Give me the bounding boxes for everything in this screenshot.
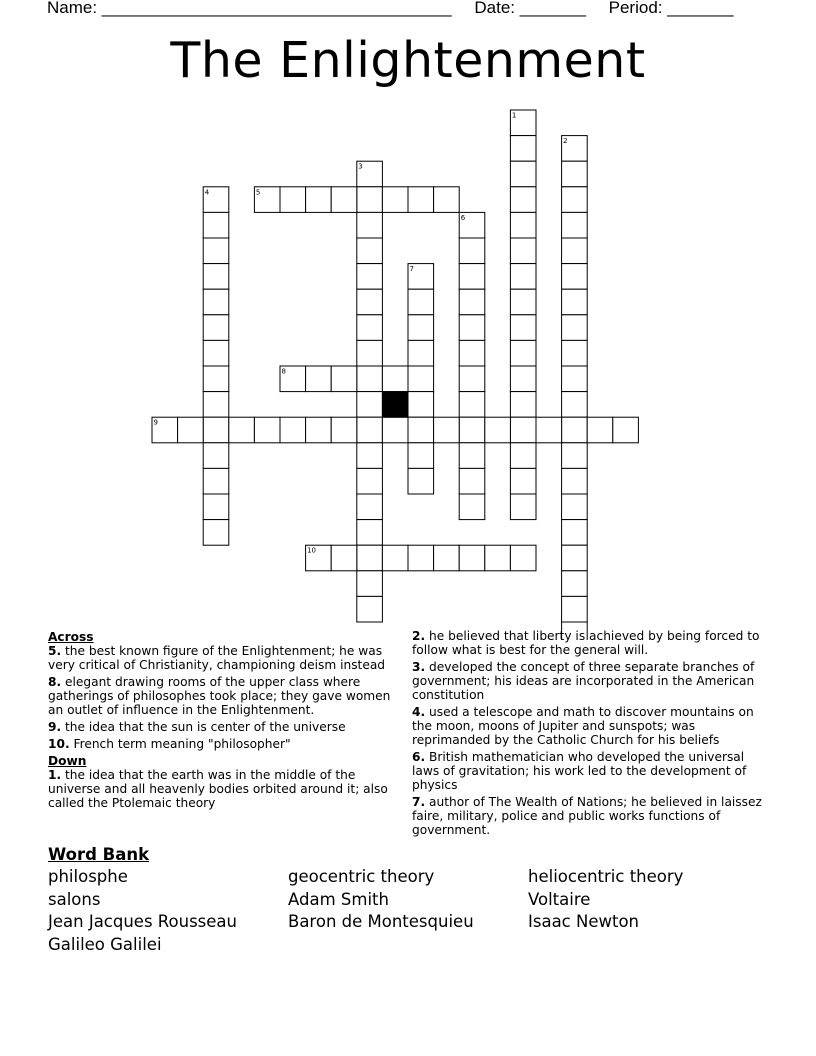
- grid-cell[interactable]: [434, 187, 460, 213]
- grid-cell[interactable]: [562, 187, 588, 213]
- grid-cell[interactable]: [562, 520, 588, 546]
- grid-cell[interactable]: [357, 340, 383, 366]
- clue-number: 10: [307, 546, 317, 555]
- grid-cell[interactable]: [587, 417, 613, 443]
- clue-item: [412, 629, 770, 657]
- grid-cell[interactable]: [562, 468, 588, 494]
- grid-cell[interactable]: [459, 238, 485, 264]
- grid-cell[interactable]: [510, 468, 536, 494]
- clue-item-number: 1.: [48, 768, 62, 782]
- grid-cell[interactable]: [203, 238, 229, 264]
- grid-cell[interactable]: [331, 366, 357, 392]
- grid-cell[interactable]: [357, 571, 383, 597]
- word-bank-item: Isaac Newton: [528, 912, 640, 932]
- clue-number: 7: [409, 265, 414, 274]
- blocked-cell: [382, 392, 408, 418]
- clue-item-text: elegant drawing rooms of the upper class where gatherings of philosophes took place; they gave women an outlet of influence in the Enlightenment.: [48, 675, 391, 717]
- grid-cell[interactable]: [562, 315, 588, 341]
- grid-cell[interactable]: [510, 315, 536, 341]
- grid-cell[interactable]: [408, 392, 434, 418]
- clue-item-text: British mathematician who developed the universal laws of gravitation; his work led to the development of physics: [412, 750, 747, 792]
- grid-cell[interactable]: [459, 468, 485, 494]
- grid-cell[interactable]: [562, 289, 588, 315]
- clue-item: [48, 720, 400, 734]
- grid-cell[interactable]: [254, 417, 280, 443]
- grid-cell[interactable]: [510, 212, 536, 238]
- clue-item-number: 6.: [412, 750, 426, 764]
- grid-cell[interactable]: [510, 392, 536, 418]
- grid-cell[interactable]: [357, 596, 383, 622]
- grid-cell[interactable]: [357, 187, 383, 213]
- grid-cell[interactable]: [562, 212, 588, 238]
- grid-cell[interactable]: [357, 443, 383, 469]
- grid-cell[interactable]: [203, 494, 229, 520]
- clue-item: [48, 768, 400, 810]
- grid-cell[interactable]: [562, 494, 588, 520]
- clue-item-text: author of The Wealth of Nations; he believed in laissez faire, military, police and public works functions of government.: [412, 795, 762, 837]
- clue-item-text: French term meaning "philosopher": [69, 737, 291, 751]
- clue-number: 6: [460, 213, 466, 222]
- grid-cell[interactable]: [510, 366, 536, 392]
- grid-cell[interactable]: [510, 545, 536, 571]
- clue-item-number: 10.: [48, 737, 70, 751]
- grid-cell[interactable]: [357, 417, 383, 443]
- grid-cell[interactable]: [562, 264, 588, 290]
- grid-cell[interactable]: [459, 264, 485, 290]
- clue-item-text: the best known figure of the Enlightenment; he was very critical of Christianity, championing deism instead: [48, 644, 386, 672]
- grid-cell[interactable]: [408, 468, 434, 494]
- grid-cell[interactable]: [562, 571, 588, 597]
- clue-item: [48, 644, 400, 672]
- grid-cell[interactable]: [562, 161, 588, 187]
- clue-item: [412, 795, 770, 837]
- clue-item: [412, 660, 770, 702]
- clue-item: [412, 750, 770, 792]
- grid-cell[interactable]: [229, 417, 255, 443]
- clue-number: 2: [563, 137, 568, 146]
- across-heading: Across: [48, 630, 94, 644]
- grid-cell[interactable]: [510, 238, 536, 264]
- grid-cell[interactable]: [562, 596, 588, 622]
- date-field[interactable]: Date: _______: [474, 0, 586, 17]
- grid-cell[interactable]: [510, 161, 536, 187]
- grid-cell[interactable]: [331, 187, 357, 213]
- clue-item: [48, 675, 400, 717]
- grid-cell[interactable]: [306, 366, 332, 392]
- clue-item-text: developed the concept of three separate branches of government; his ideas are incorporated in the American constitution: [412, 660, 755, 702]
- grid-cell[interactable]: [408, 366, 434, 392]
- grid-cell[interactable]: [203, 366, 229, 392]
- grid-cell[interactable]: [459, 443, 485, 469]
- grid-cell[interactable]: [459, 340, 485, 366]
- grid-cell[interactable]: [357, 520, 383, 546]
- grid-cell[interactable]: [613, 417, 639, 443]
- grid-cell[interactable]: [203, 289, 229, 315]
- grid-cell[interactable]: [459, 392, 485, 418]
- grid-cell[interactable]: [510, 340, 536, 366]
- clue-item: [48, 737, 400, 751]
- clue-item-number: 3.: [412, 660, 426, 674]
- grid-cell[interactable]: [485, 417, 511, 443]
- grid-cell[interactable]: [203, 468, 229, 494]
- clue-number: 4: [204, 188, 210, 197]
- clue-item-text: the idea that the sun is center of the universe: [61, 720, 346, 734]
- across-clue-list: [48, 644, 400, 751]
- grid-cell[interactable]: [203, 520, 229, 546]
- grid-cell[interactable]: [562, 392, 588, 418]
- word-bank-item: Galileo Galilei: [48, 934, 162, 954]
- grid-cell[interactable]: [357, 545, 383, 571]
- clue-item-number: 4.: [412, 705, 426, 719]
- grid-cell[interactable]: [357, 264, 383, 290]
- grid-cell[interactable]: [357, 212, 383, 238]
- grid-cell[interactable]: [203, 443, 229, 469]
- grid-cell[interactable]: [562, 366, 588, 392]
- grid-cell[interactable]: [357, 366, 383, 392]
- clue-item-text: used a telescope and math to discover mountains on the moon, moons of Jupiter and sunspots; was reprimanded by the Catholic Church for his beliefs: [412, 705, 754, 747]
- word-bank-item: salons: [48, 889, 101, 909]
- word-bank-item: Adam Smith: [288, 889, 389, 909]
- clue-number: 3: [358, 162, 363, 171]
- grid-cell[interactable]: [357, 289, 383, 315]
- grid-cell[interactable]: [178, 417, 204, 443]
- grid-cell[interactable]: [203, 417, 229, 443]
- word-bank-item: geocentric theory: [288, 867, 435, 886]
- grid-cell[interactable]: [510, 494, 536, 520]
- clue-item-text: he believed that liberty is achieved by being forced to follow what is best for the general will.: [412, 629, 760, 657]
- grid-cell[interactable]: [357, 315, 383, 341]
- grid-cell[interactable]: [459, 545, 485, 571]
- grid-cell[interactable]: [280, 187, 306, 213]
- grid-cell[interactable]: [331, 545, 357, 571]
- grid-cell[interactable]: [357, 494, 383, 520]
- clue-number: 5: [255, 188, 261, 197]
- grid-cell[interactable]: [408, 289, 434, 315]
- word-bank-title: Word Bank: [48, 845, 150, 864]
- clue-item-number: 8.: [48, 675, 62, 689]
- clue-number: 1: [511, 111, 517, 120]
- grid-cell[interactable]: [562, 545, 588, 571]
- grid-cell[interactable]: [562, 340, 588, 366]
- grid-cell[interactable]: [510, 289, 536, 315]
- grid-cell[interactable]: [357, 468, 383, 494]
- grid-cell[interactable]: [382, 417, 408, 443]
- grid-cell[interactable]: [510, 187, 536, 213]
- down-clue-list: [48, 768, 400, 810]
- grid-cell[interactable]: [510, 136, 536, 162]
- clue-item-text: the idea that the earth was in the middle of the universe and all heavenly bodies orbited around it; also called the Ptolemaic theory: [48, 768, 388, 810]
- grid-cell[interactable]: [280, 417, 306, 443]
- clue-item-number: 9.: [48, 720, 62, 734]
- clue-number: 8: [281, 367, 286, 376]
- down-clue-list-continued: [412, 629, 770, 837]
- clue-item: [412, 705, 770, 747]
- grid-cell[interactable]: [510, 264, 536, 290]
- word-bank-item: Voltaire: [528, 889, 591, 909]
- grid-cell[interactable]: [562, 443, 588, 469]
- grid-cell[interactable]: [408, 443, 434, 469]
- grid-cell[interactable]: [306, 417, 332, 443]
- clue-number: 9: [153, 418, 158, 427]
- grid-cell[interactable]: [382, 545, 408, 571]
- name-field[interactable]: Name: _____________________________________: [47, 0, 452, 17]
- clues-right-column: [412, 629, 770, 840]
- grid-cell[interactable]: [408, 545, 434, 571]
- grid-cell[interactable]: [382, 187, 408, 213]
- grid-cell[interactable]: [203, 392, 229, 418]
- grid-cell[interactable]: [562, 238, 588, 264]
- grid-cell[interactable]: [459, 315, 485, 341]
- clues-left-column: [48, 630, 400, 813]
- grid-cell[interactable]: [459, 366, 485, 392]
- word-bank-item: Jean Jacques Rousseau: [48, 912, 237, 932]
- grid-cell[interactable]: [562, 417, 588, 443]
- page-title: The Enlightenment: [170, 32, 646, 89]
- grid-cell[interactable]: [485, 545, 511, 571]
- grid-cell[interactable]: [357, 392, 383, 418]
- grid-cell[interactable]: [331, 417, 357, 443]
- grid-cell[interactable]: [203, 340, 229, 366]
- grid-cell[interactable]: [510, 443, 536, 469]
- word-bank-item: philosphe: [48, 867, 128, 886]
- grid-cell[interactable]: [408, 340, 434, 366]
- grid-cell[interactable]: [203, 315, 229, 341]
- grid-cell[interactable]: [203, 264, 229, 290]
- grid-cell[interactable]: [382, 366, 408, 392]
- grid-cell[interactable]: [306, 187, 332, 213]
- word-bank-item: heliocentric theory: [528, 867, 684, 886]
- grid-cell[interactable]: [536, 417, 562, 443]
- grid-cell[interactable]: [434, 417, 460, 443]
- period-field[interactable]: Period: _______: [608, 0, 734, 17]
- clue-item-number: 2.: [412, 629, 426, 643]
- grid-cell[interactable]: [459, 417, 485, 443]
- grid-cell[interactable]: [408, 417, 434, 443]
- grid-cell[interactable]: [408, 315, 434, 341]
- clue-item-number: 5.: [48, 644, 62, 658]
- down-heading: Down: [48, 754, 87, 768]
- clue-item-number: 7.: [412, 795, 426, 809]
- grid-cell[interactable]: [434, 545, 460, 571]
- grid-cell[interactable]: [357, 238, 383, 264]
- word-bank-item: Baron de Montesquieu: [288, 912, 474, 932]
- grid-cell[interactable]: [203, 212, 229, 238]
- grid-cell[interactable]: [459, 289, 485, 315]
- grid-cell[interactable]: [510, 417, 536, 443]
- grid-cell[interactable]: [408, 187, 434, 213]
- grid-cell[interactable]: [459, 494, 485, 520]
